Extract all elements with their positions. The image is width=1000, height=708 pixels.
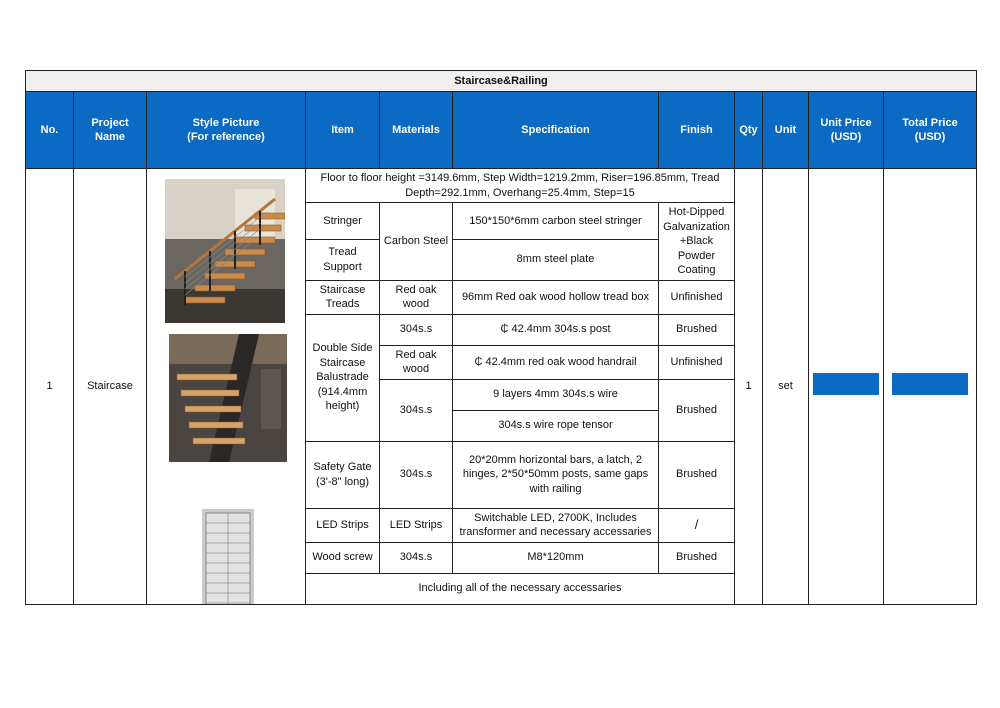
finish-screw: Brushed: [659, 542, 735, 573]
spec-tread-support: 8mm steel plate: [453, 239, 659, 280]
header-total-price: [884, 92, 977, 169]
material-wire: 304s.s: [380, 379, 453, 441]
header-specification: Specification: [453, 92, 659, 169]
header-unit-price: [809, 92, 884, 169]
spec-stringer: 150*150*6mm carbon steel stringer: [453, 203, 659, 240]
row-unit: set: [763, 169, 809, 605]
total-price-cell: [884, 169, 977, 605]
header-total-price-line2: (USD): [914, 131, 946, 143]
header-unit: Unit: [763, 92, 809, 169]
spec-tensor: 304s.s wire rope tensor: [453, 410, 659, 441]
item-balustrade: Double Side Staircase Balustrade (914.4mm height): [306, 314, 380, 441]
material-carbon-steel: Carbon Steel: [380, 203, 453, 281]
finish-wire: Brushed: [659, 379, 735, 441]
finish-led: /: [659, 508, 735, 542]
item-treads: Staircase Treads: [306, 280, 380, 314]
row-footer-note: Including all of the necessary accessaries: [306, 573, 735, 604]
finish-carbon: Hot-Dipped Galvanization +Black Powder Coating: [659, 203, 735, 281]
unit-price-cell: [809, 169, 884, 605]
finish-gate: Brushed: [659, 441, 735, 508]
header-project: Project Name: [74, 92, 147, 169]
total-price-box: [892, 373, 968, 395]
item-tread-support: Tread Support: [306, 239, 380, 280]
row-qty: 1: [735, 169, 763, 605]
row-summary: Floor to floor height =3149.6mm, Step Width=1219.2mm, Riser=196.85mm, Tread Depth=292.1mm, Overhang=25.4mm, Step=15: [306, 169, 735, 203]
header-total-price-line1: Total Price: [902, 116, 958, 129]
header-materials: Materials: [380, 92, 453, 169]
header-qty: Qty: [735, 92, 763, 169]
spec-handrail: ₵ 42.4mm red oak wood handrail: [453, 345, 659, 379]
staircase-photo-1: [165, 179, 285, 323]
unit-price-box: [813, 373, 879, 395]
spec-treads: 96mm Red oak wood hollow tread box: [453, 280, 659, 314]
row-project: Staircase: [74, 169, 147, 605]
spec-gate: 20*20mm horizontal bars, a latch, 2 hinges, 2*50*50mm posts, same gaps with railing: [453, 441, 659, 508]
material-post: 304s.s: [380, 314, 453, 345]
item-led: LED Strips: [306, 508, 380, 542]
material-handrail: Red oak wood: [380, 345, 453, 379]
finish-treads: Unfinished: [659, 280, 735, 314]
spec-wire: 9 layers 4mm 304s.s wire: [453, 379, 659, 410]
header-item: Item: [306, 92, 380, 169]
item-gate: Safety Gate (3'-8" long): [306, 441, 380, 508]
finish-handrail: Unfinished: [659, 345, 735, 379]
row-no: 1: [26, 169, 74, 605]
spec-post: ₵ 42.4mm 304s.s post: [453, 314, 659, 345]
header-style-picture: [147, 92, 306, 169]
material-treads: Red oak wood: [380, 280, 453, 314]
finish-post: Brushed: [659, 314, 735, 345]
staircase-drawing: [202, 509, 254, 604]
material-led: LED Strips: [380, 508, 453, 542]
item-stringer: Stringer: [306, 203, 380, 240]
quotation-table: [25, 70, 977, 605]
style-pictures: [147, 169, 306, 605]
header-finish: Finish: [659, 92, 735, 169]
header-unit-price-line2: (USD): [830, 131, 862, 143]
material-screw: 304s.s: [380, 542, 453, 573]
spec-screw: M8*120mm: [453, 542, 659, 573]
material-gate: 304s.s: [380, 441, 453, 508]
staircase-photo-2: [169, 334, 287, 462]
header-style-line2: (For reference): [187, 131, 265, 143]
sheet-title: Staircase&Railing: [26, 71, 977, 92]
header-style-line1: Style Picture: [192, 116, 260, 129]
header-unit-price-line1: Unit Price: [820, 116, 872, 129]
item-screw: Wood screw: [306, 542, 380, 573]
header-no: No.: [26, 92, 74, 169]
spec-led: Switchable LED, 2700K, Includes transformer and necessary accessaries: [453, 508, 659, 542]
